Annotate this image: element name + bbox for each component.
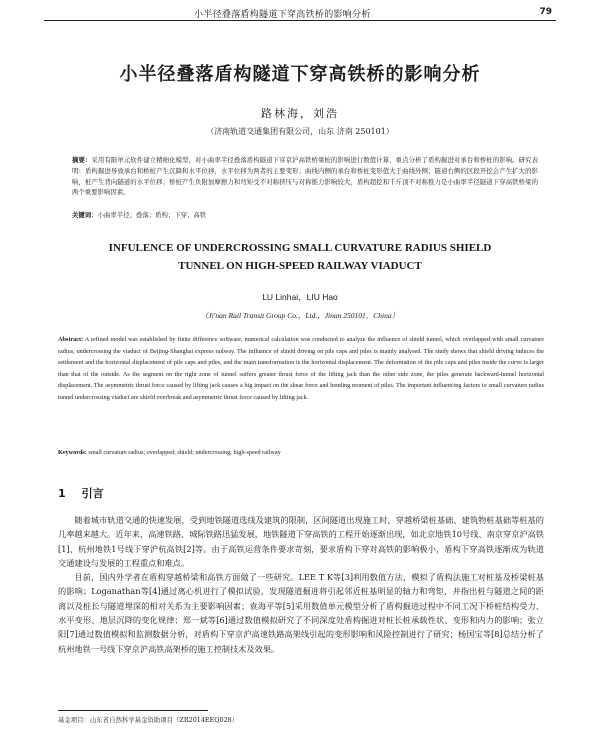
keywords-en-label: Keywords: — [58, 449, 87, 456]
keywords-en — [58, 448, 544, 458]
page-number: 79 — [539, 7, 552, 17]
affiliation-en: （Ji'nan Rail Transit Group Co.，Ltd.，Jinan 250101，China） — [200, 311, 400, 320]
abstract-cn-label: 摘要： — [72, 156, 92, 164]
body-paragraph: 随着城市轨道交通的快速发展，受到地铁隧道选线及建筑的限制，区间隧道出现施工时，穿越桥梁桩基础、建筑物桩基础等桩基的几率越来越大。近年来，高速铁路、城际铁路迅猛发展，地铁隧道下穿高铁的工程开始逐渐出现，如北京地铁10号线、南京穿京沪高铁[1]、杭州地铁1号线下穿沪杭高铁[2]等。由于高铁运营条件要求苛刻，要求盾构下穿对高铁的影响极小，盾构下穿高铁逐渐成为轨道交通建设与发展的工程重点和难点。 — [58, 515, 544, 568]
abstract-cn-text: 采用有限单元软件建立精细化模型，对小曲率半径叠落盾构隧道下穿京沪高铁桥梁桩的影响进行数值计算，重点分析了盾构掘进对承台和桥桩的影响。研究表明：盾构掘进导致承台和桥桩产生沉降和水平位移，水平位移为两者的主要变形；曲线内侧的承台和桥桩变形值大于曲线外侧；隧道右侧的区段开挖会产生扩大的影响，桩产生背向隧道的水平位移；桥桩产生负附加摩擦力和弯矩受不对称挤压与对称推力影响较大，盾构超挖和千斤顶不对称推力是小曲率半径隧道下穿高铁桥梁的两个重要影响因素。 — [72, 156, 538, 197]
running-header — [44, 4, 556, 20]
body-paragraph: 目前，国内外学者在盾构穿越桥梁和高铁方面做了一些研究。LEE T K等[3]利用数值方法，模拟了盾构法施工对桩基及桥梁桩基的影响；Loganathan等[4]通过离心机进行了模拟试验，发现隧道掘进将引起邻近桩基明显的轴力和弯矩，并指出桩与隧道之间的距离以及桩长与隧道埋深的相对关系为主要影响因素；袁海平等[5]采用数值单元模型分析了盾构掘进过程中不同工况下桥桩结构受力、水平变形、地层沉降的变化规律；郑一斌等[6]通过数值模拟研究了不同深度处盾构掘进对桩长桩承载性状、变形和内力的影响；张立阳[7]通过数值模拟和监测数据分析，对盾构下穿京沪高速铁路高架线引起的变形影响和风险控制进行了研究；杨国宝等[8]总结分析了杭州地铁一号线下穿京沪高铁高架桥的施工控制技术及效果。 — [58, 572, 544, 654]
header-rule — [44, 20, 556, 21]
abstract-en-text: A refined model was established by finite difference software, numerical calculation was conducted to analyze the influence of shield tunnel, which overlapped with small curvature radius, undercrossing the viaduct of Beijing-Shanghai express railway. The influence of shield driving on pile caps and piles is mainly analysed. The study shows that shield driving induces the settlement and the horizontal displacement of pile caps and piles, and the main transformation is the horizontal displacement. The deformation of the pile caps and piles inside the curve is larger than that of the outside. As the segment on the right zone of tunnel suffers greater thrust force of the lifting jack than the other side zone, the piles generate backward-tunnel horizontal displacement. The asymmetric thrust force caused by lifting jack causes a big impact on the shear force and bending moment of piles. The important influencing factors to small curvature radius tunnel undercrossing viaduct are shield overbreak and asymmetric thrust force caused by lifting jack. — [58, 336, 544, 401]
section-title: 引言 — [81, 487, 104, 500]
section-number: 1 — [58, 487, 66, 500]
title-cn: 小半径叠落盾构隧道下穿高铁桥的影响分析 — [119, 64, 481, 85]
section-heading — [58, 485, 104, 501]
keywords-cn-text: 小曲率半径；叠落；盾构；下穿；高铁 — [97, 211, 207, 219]
keywords-cn — [72, 210, 538, 220]
authors-cn: 路林海，刘浩 — [261, 107, 339, 120]
title-en — [0, 239, 600, 275]
funding-footnote: 基金项目：山东省自然科学基金资助项目（ZR2014EEQ028） — [58, 716, 239, 724]
abstract-en — [58, 334, 544, 404]
authors-en: LU Linhai，LIU Hao — [262, 292, 338, 302]
keywords-cn-label: 关键词： — [72, 211, 98, 219]
title-en-line2: TUNNEL ON HIGH-SPEED RAILWAY VIADUCT — [178, 260, 422, 272]
abstract-en-label: Abstract: — [58, 336, 84, 343]
keywords-en-text: small curvature radius; overlapped; shield; undercrossing; high-speed railway — [86, 449, 281, 456]
affiliation-cn: （济南轨道交通集团有限公司，山东 济南 250101） — [206, 127, 394, 136]
title-en-line1: INFULENCE OF UNDERCROSSING SMALL CURVATURE RADIUS SHIELD — [108, 242, 492, 254]
running-title: 小半径叠落盾构隧道下穿高铁桥的影响分析 — [194, 10, 371, 20]
footnote-rule — [58, 710, 208, 711]
body-text — [58, 513, 544, 656]
abstract-cn — [72, 155, 538, 198]
